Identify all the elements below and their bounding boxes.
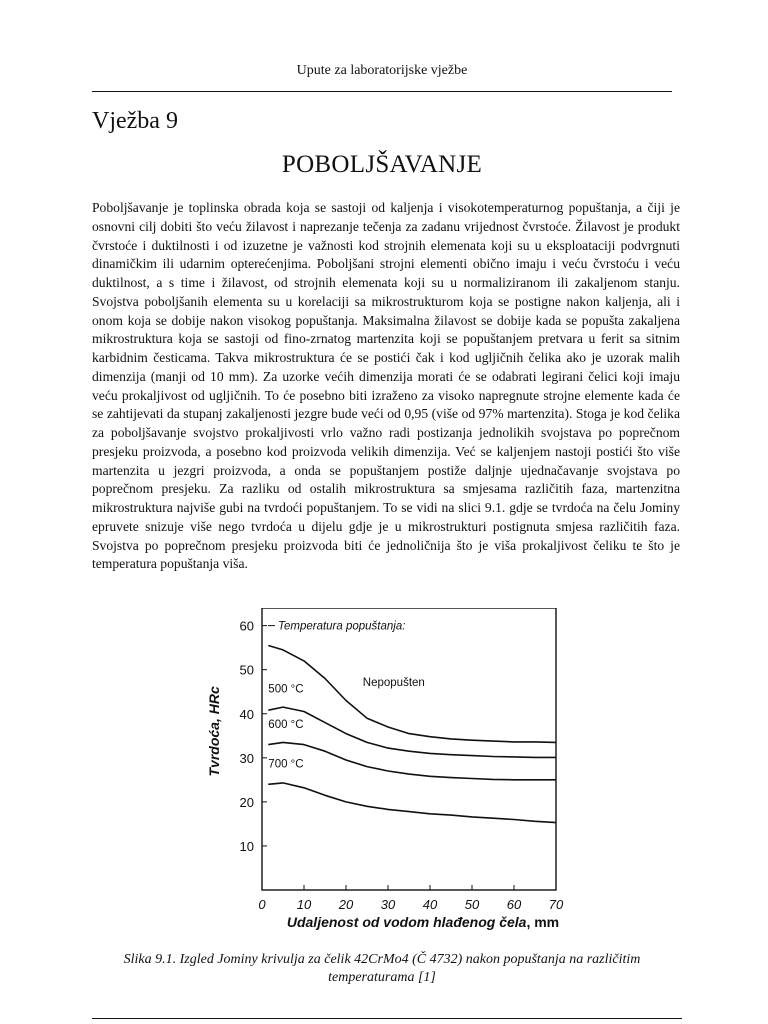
y-tick-label: 30 bbox=[239, 750, 254, 766]
series-line bbox=[268, 707, 556, 757]
series-label: 700 °C bbox=[268, 758, 304, 771]
page-title: POBOLJŠAVANJE bbox=[281, 151, 483, 178]
x-tick-label: 70 bbox=[548, 897, 564, 912]
series-label: Nepopušten bbox=[362, 676, 425, 689]
x-tick-label: 30 bbox=[380, 897, 396, 912]
x-tick-label: 0 bbox=[258, 897, 266, 912]
y-tick-label: 10 bbox=[239, 838, 254, 854]
y-tick-label: 60 bbox=[239, 618, 254, 634]
footer-rule bbox=[92, 1018, 682, 1019]
series-line bbox=[268, 646, 556, 743]
x-tick-label: 10 bbox=[296, 897, 312, 912]
x-tick-label: 20 bbox=[338, 897, 354, 912]
jominy-chart bbox=[188, 608, 588, 948]
jominy-figure bbox=[188, 608, 588, 948]
exercise-label: Vježba 9 bbox=[92, 108, 178, 134]
series-line bbox=[268, 742, 556, 779]
series-label: 600 °C bbox=[268, 718, 304, 731]
figure-caption: Slika 9.1. Izgled Jominy krivulja za čelik 42CrMo4 (Č 4732) nakon popuštanja na različitim temperaturama [1] bbox=[123, 952, 641, 985]
plot-frame bbox=[262, 608, 556, 890]
y-axis-label: Tvrdoća, HRc bbox=[206, 686, 222, 777]
x-axis-label: Udaljenost od vodom hlađenog čela, mm bbox=[286, 914, 560, 930]
legend-title: Temperatura popuštanja: bbox=[278, 620, 406, 633]
y-tick-label: 50 bbox=[239, 662, 254, 678]
series-label: 500 °C bbox=[268, 683, 304, 696]
running-header: Upute za laboratorijske vježbe bbox=[296, 63, 468, 78]
y-tick-label: 40 bbox=[239, 706, 254, 722]
header-rule bbox=[92, 91, 672, 92]
x-tick-label: 60 bbox=[506, 897, 522, 912]
y-tick-label: 20 bbox=[239, 794, 254, 810]
series-line bbox=[268, 783, 556, 823]
x-tick-label: 50 bbox=[464, 897, 480, 912]
body-paragraph: Poboljšavanje je toplinska obrada koja se sastoji od kaljenja i visokotemperaturnog popuštanja, a čiji je osnovni cilj dobiti što veću žilavost i naprezanje tečenja za zadanu vrijednost čvrstoće. Žilavost je produkt čvrstoće i duktilnosti i od izuzetne je važnosti kod strojnih elemenata koji su u eksploataciji podvrgnuti dinamičkim ili udarnim opterećenjima. Poboljšani strojni elementi obično imaju i veću čvrstoću i veću duktilnost, a s time i žilavost, od strojnih elemenata koji su u normaliziranom ili zakaljenom stanju. Svojstva poboljšanih elementa su u korelaciji sa mikrostrukturom koja se postigne nakon kaljenja, ali i onom koja se dobije nakon visokog popuštanja. Maksimalna žilavost se dobije kada se popušta zakaljena mikrostruktura koja se sastoji od fino-zrnatog martenzita koji se popuštanjem pretvara u ferit sa sitnim karbidnim česticama. Takva mikrostruktura će se postići čak i kod ugljičnih čelika ako je uzorak malih dimenzija (manji od 10 mm). Za uzorke većih dimenzija morati će se odabrati legirani čelici koji imaju veću prokaljivost od ugljičnih. To će posebno biti izraženo za visoko napregnute strojne elemente kada će se zahtijevati da stupanj zakaljenosti jezgre bude veći od 0,95 (više od 97% martenzita). Stoga je kod čelika za poboljšavanje svojstvo prokaljivosti vrlo važno radi postizanja jednolikih svojstava po poprečnom presjeku proizvoda, a posebno kod proizvoda velikih dimenzija. Već se kaljenjem nastoji postići što više martenzita u jezgri proizvoda, a onda se popuštanjem postiže daljnje ujednačavanje svojstava po poprečnom presjeku. Za razliku od ostalih mikrostruktura sa smjesama različitih faza, martenzitna mikrostruktura najviše gubi na tvrdoći popuštanjem. To se vidi na slici 9.1. gdje se tvrdoća na čelu Jominy epruvete snizuje više nego tvrdoća u dijelu gdje je u mikrostrukturi postignuta smjesa različitih faza. Svojstva po poprečnom presjeku proizvoda biti će jednoličnija što je viša prokaljivost čeliku te što je temperatura popuštanja viša. bbox=[92, 200, 680, 572]
x-tick-label: 40 bbox=[422, 897, 438, 912]
